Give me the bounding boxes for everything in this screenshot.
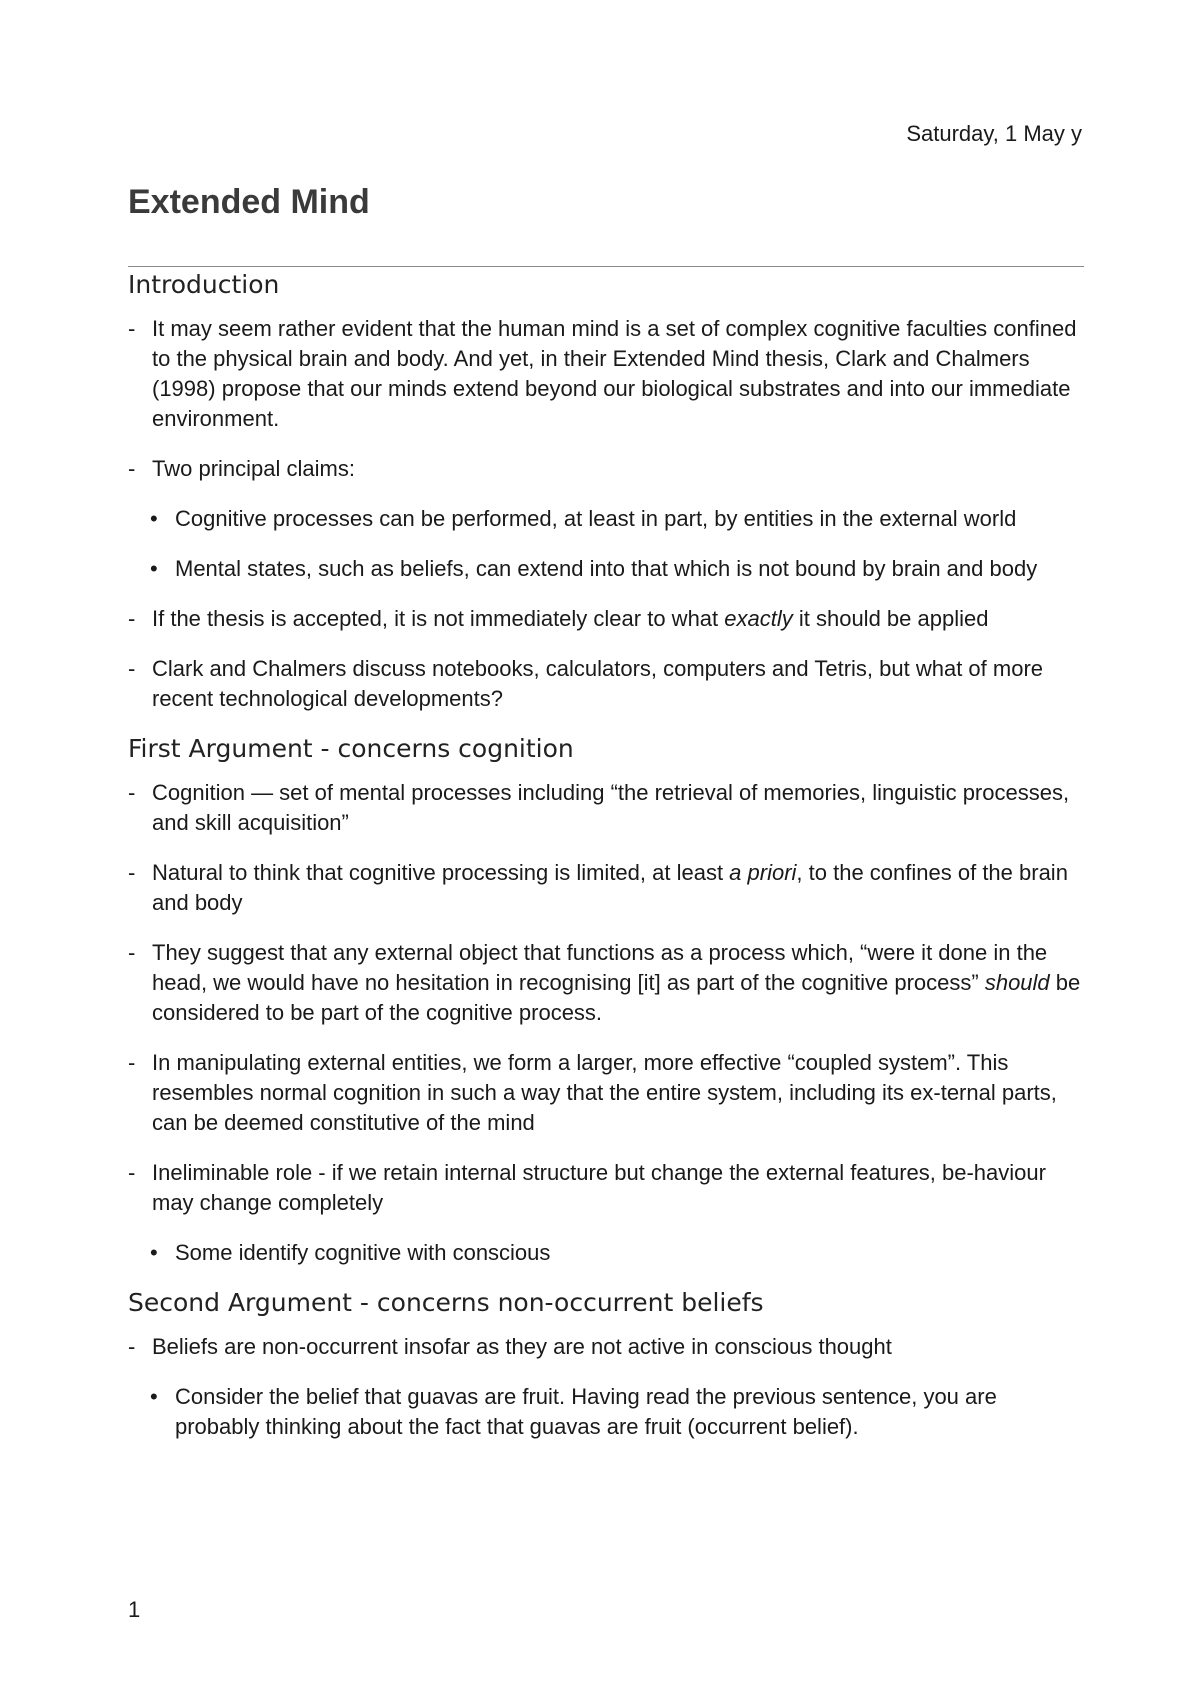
emphasis-text: a priori: [729, 860, 797, 885]
text-run: Natural to think that cognitive processing is limited, at least: [152, 860, 730, 885]
text-run: If the thesis is accepted, it is not immediately clear to what: [152, 606, 725, 631]
section-heading-introduction: Introduction: [128, 270, 280, 299]
list-item: [128, 938, 1084, 1028]
bullet-item: • Mental states, such as beliefs, can extend into that which is not bound by brain and body: [128, 554, 1084, 584]
text-run: They suggest that any external object that functions as a process which, “were it done in the head, we would have no hesitation in recognising [it] as part of the cognitive process”: [152, 940, 1048, 995]
emphasis-text: should: [984, 970, 1050, 995]
text-run: , to the confines of the brain and body: [152, 860, 1068, 915]
list-item: - It may seem rather evident that the human mind is a set of complex cognitive faculties confined to the physical brain and body. And yet, in their Extended Mind thesis, Clark and Chalmers (1998) propose that our minds extend beyond our biological substrates and into our immediate environment.: [128, 314, 1084, 434]
list-item: - In manipulating external entities, we form a larger, more effective “coupled system”. This resembles normal cognition in such a way that the entire system, including its ex-ternal parts, can be deemed constitutive of the mind: [128, 1048, 1084, 1138]
list-item: - Two principal claims:: [128, 454, 1084, 484]
document-body: [128, 268, 1084, 1462]
emphasis-text: exactly: [724, 606, 793, 631]
title-divider: [128, 266, 1084, 267]
list-item: [128, 604, 1084, 634]
list-item: - Beliefs are non-occurrent insofar as they are not active in conscious thought: [128, 1332, 1084, 1362]
text-run: be considered to be part of the cognitive process.: [152, 970, 1081, 1025]
page-title: Extended Mind: [128, 183, 370, 221]
text-run: it should be applied: [792, 606, 989, 631]
section-heading-second-argument: Second Argument - concerns non-occurrent beliefs: [128, 1288, 764, 1317]
section-heading-first-argument: First Argument - concerns cognition: [128, 734, 574, 763]
bullet-item: • Consider the belief that guavas are fruit. Having read the previous sentence, you are probably thinking about the fact that guavas are fruit (occurrent belief).: [128, 1382, 1084, 1442]
bullet-item: • Cognitive processes can be performed, at least in part, by entities in the external world: [128, 504, 1084, 534]
page-date: Saturday, 1 May y: [906, 121, 1082, 146]
list-item: [128, 858, 1084, 918]
bullet-item: • Some identify cognitive with conscious: [128, 1238, 1084, 1268]
list-item: - Ineliminable role - if we retain internal structure but change the external features, be-haviour may change completely: [128, 1158, 1084, 1218]
page-number: 1: [128, 1597, 141, 1622]
list-item: - Cognition — set of mental processes including “the retrieval of memories, linguistic processes, and skill acquisition”: [128, 778, 1084, 838]
list-item: - Clark and Chalmers discuss notebooks, calculators, computers and Tetris, but what of more recent technological developments?: [128, 654, 1084, 714]
